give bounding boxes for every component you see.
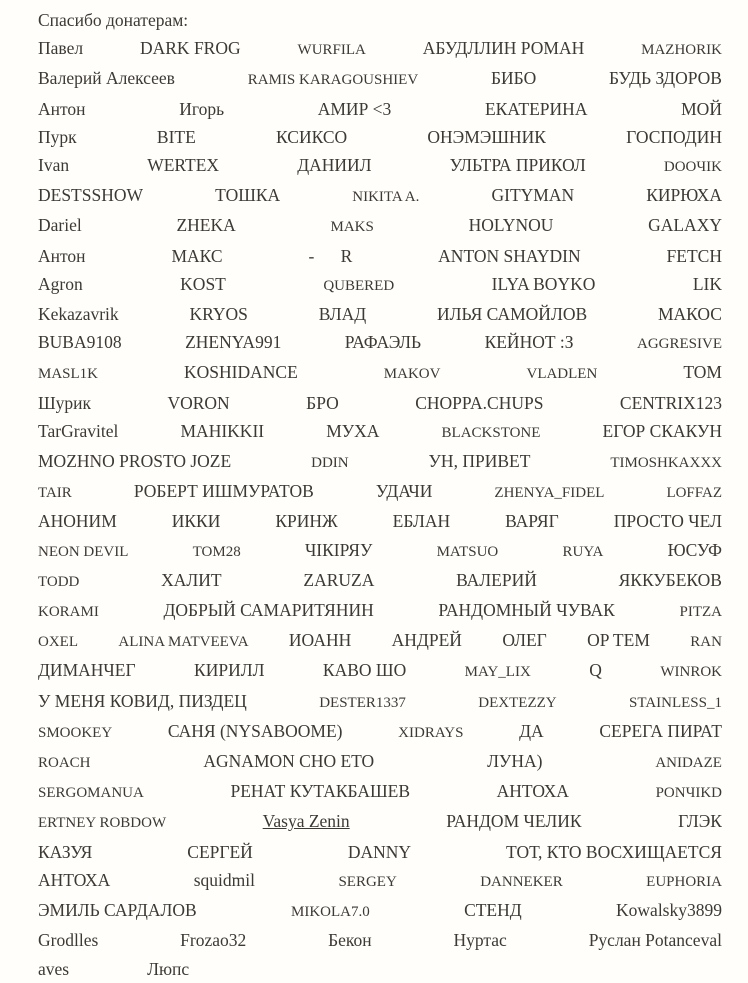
donor-name: ZHEKA	[176, 215, 236, 236]
donor-row	[38, 838, 722, 866]
donor-row	[38, 95, 722, 123]
donor-name: WINROK	[660, 664, 722, 681]
donor-name: ВЛАД	[318, 304, 367, 325]
donor-name: РАФАЭЛЬ	[344, 332, 422, 353]
donor-row	[38, 626, 722, 656]
donor-name: DARK FROG	[139, 38, 241, 59]
donor-name: OXEL	[38, 634, 78, 651]
donor-name: КАВО ШО	[322, 660, 407, 681]
donor-name: PITZA	[679, 604, 722, 621]
donor-name: ГЛЭК	[678, 811, 722, 832]
donor-name: DESTSSHOW	[38, 185, 144, 206]
donor-name: ALINA MATVEEVA	[118, 634, 249, 651]
donor-row	[38, 64, 722, 94]
donor-row	[38, 807, 722, 837]
donor-name: VORON	[167, 392, 230, 413]
page-title: Спасибо донатерам:	[38, 10, 189, 30]
donor-row	[38, 566, 722, 596]
donor-name: aves	[38, 958, 70, 979]
donor-name: MOZHNO PROSTO JOZE	[38, 451, 232, 472]
donor-list	[38, 34, 722, 983]
donor-name: ROACH	[38, 755, 91, 772]
donor-name: AGGRESIVE	[637, 336, 722, 353]
donor-name: БИБО	[490, 68, 537, 89]
donor-name: УДАЧИ	[375, 481, 433, 502]
donor-name: ЕБЛАН	[392, 511, 451, 532]
donor-name: BITE	[156, 126, 196, 147]
donor-row	[38, 955, 722, 983]
donor-name: MATSUO	[436, 543, 499, 560]
donor-name: ЧIКIРЯУ	[304, 539, 373, 560]
donor-name: ДОБРЫЙ САМАРИТЯНИН	[163, 600, 374, 621]
donor-name: РЕНАТ КУТАКБАШЕВ	[230, 781, 411, 802]
donor-name: DESTER1337	[319, 694, 406, 711]
donor-name: СЕРГЕЙ	[187, 841, 253, 862]
donor-name: MIKOLA7.0	[290, 904, 370, 921]
donor-name: МУХА	[326, 420, 380, 441]
donor-row	[38, 687, 722, 717]
donor-name: ЮСУФ	[667, 539, 722, 560]
donor-name: ДА	[519, 720, 544, 741]
donor-link[interactable]: Vasya Zenin	[262, 811, 350, 832]
donor-name: Agron	[38, 273, 83, 294]
donor-name: DANNEKER	[480, 873, 563, 890]
donor-name: РОБЕРТ ИШМУРАТОВ	[133, 481, 314, 502]
donor-name: WURFILA	[297, 42, 366, 59]
donor-name: АНОНИМ	[38, 511, 117, 532]
donor-name: SERGOMANUA	[38, 785, 144, 802]
donor-row	[38, 447, 722, 477]
donor-name: Q	[589, 660, 602, 681]
donor-name: MAKS	[330, 219, 374, 236]
donor-name: ТОШКА	[215, 185, 281, 206]
donor-name: МАКОС	[657, 304, 722, 325]
donor-row	[38, 507, 722, 535]
donor-name: SERGEY	[338, 873, 397, 890]
donor-row	[38, 242, 722, 270]
donor-name: HOLYNOU	[468, 215, 554, 236]
donor-name: КИРЮХА	[646, 185, 722, 206]
donor-name: NIKITA A.	[352, 189, 420, 206]
donor-name: TarGravitel	[38, 420, 119, 441]
donor-name: OP TEM	[587, 630, 650, 651]
donor-name: RAN	[690, 634, 722, 651]
donor-name: GITYMAN	[491, 185, 575, 206]
donor-name: САНЯ (NYSABOOME)	[167, 720, 343, 741]
donor-row	[38, 477, 722, 507]
donor-row	[38, 123, 722, 151]
donor-name: Игорь	[179, 98, 225, 119]
donor-name: ERTNEY ROBDOW	[38, 815, 167, 832]
donor-name: TODD	[38, 573, 80, 590]
donor-name: ЕКАТЕРИНА	[484, 98, 588, 119]
donor-name: KOSHIDANCE	[184, 362, 298, 383]
donor-row	[38, 747, 722, 777]
donor-row	[38, 656, 722, 686]
donor-name: ИЛЬЯ САМОЙЛОВ	[437, 304, 588, 325]
donor-row	[38, 181, 722, 211]
donor-row	[38, 417, 722, 447]
donor-name: LOFFAZ	[666, 485, 722, 502]
donor-name: АНТОХА	[38, 869, 111, 890]
donor-name: Kekazavrik	[38, 304, 119, 325]
donor-name: TIMOSHKAXXX	[610, 455, 722, 472]
donor-name: АНДРЕЙ	[391, 630, 462, 651]
donor-name: СЕРЕГА ПИРАТ	[599, 720, 722, 741]
donor-row	[38, 926, 722, 954]
donor-row	[38, 358, 722, 388]
donor-name: BLACKSTONE	[441, 424, 541, 441]
donor-name: ПРОСТО ЧЕЛ	[613, 511, 722, 532]
donor-name: ИОАНН	[288, 630, 352, 651]
donor-name: ЕГОР СКАКУН	[602, 420, 722, 441]
donor-name: Валерий Алексеев	[38, 68, 175, 89]
donor-name: DEXTEZZY	[478, 694, 557, 711]
donor-name: Павел	[38, 38, 84, 59]
donor-name: ТОМ	[683, 362, 722, 383]
donor-name: ZARUZA	[303, 569, 375, 590]
donor-name: SMOOKEY	[38, 724, 113, 741]
donor-name: КЕЙНОТ :З	[484, 332, 574, 353]
donor-name: Шурик	[38, 392, 92, 413]
donor-name: FETCH	[666, 245, 722, 266]
donor-name: МАКС	[171, 245, 223, 266]
donor-name: CHOPPA.CHUPS	[415, 392, 544, 413]
donor-name: AGNAMON CHO ETO	[203, 751, 375, 772]
donor-name: STAINLESS_1	[629, 694, 722, 711]
donor-name: RAMIS KARAGOUSHIEV	[247, 72, 419, 89]
donor-name: Бекон	[328, 930, 372, 951]
donor-row	[38, 34, 722, 64]
donor-row	[38, 596, 722, 626]
donor-row	[38, 536, 722, 566]
donor-name: СТЕНД	[464, 900, 522, 921]
donor-name: Пурк	[38, 126, 77, 147]
donor-name: АБУДЛЛИН РОМАН	[422, 38, 585, 59]
donor-row	[38, 300, 722, 328]
donor-name: ОЛЕГ	[502, 630, 547, 651]
donor-name: Frozao32	[180, 930, 247, 951]
donor-name: Антон	[38, 98, 86, 119]
donor-name: КИРИЛЛ	[194, 660, 265, 681]
donor-name: DANNY	[347, 841, 412, 862]
donor-name: РАНДОМ ЧЕЛИК	[446, 811, 582, 832]
donor-name: MAZHORIK	[641, 42, 722, 59]
donor-name: MASL1K	[38, 366, 99, 383]
donor-row	[38, 328, 722, 358]
donor-name: ВАЛЕРИЙ	[456, 569, 537, 590]
donor-name: ZHENYA_FIDEL	[494, 485, 605, 502]
donor-name: Grodlles	[38, 930, 99, 951]
donor-name: MAY_LIX	[464, 664, 531, 681]
donor-name: XIDRAYS	[398, 724, 464, 741]
donor-name: Руслан Potanceval	[588, 930, 722, 951]
donor-name: ZHENYA991	[185, 332, 282, 353]
donor-name: DDIN	[311, 455, 349, 472]
donor-name: KRYOS	[189, 304, 248, 325]
donor-row	[38, 151, 722, 181]
donor-name: RUYA	[562, 543, 604, 560]
donor-name: ЛУНА)	[487, 751, 543, 772]
donor-row	[38, 211, 722, 241]
donor-name: ДАНИИЛ	[297, 155, 372, 176]
donor-name: ХАЛИТ	[161, 569, 222, 590]
donor-name: KOST	[180, 273, 226, 294]
donor-name: Dariel	[38, 215, 82, 236]
donor-name: MAHIKKII	[180, 420, 265, 441]
donor-name: QUBERED	[323, 277, 395, 294]
donor-name: Антон	[38, 245, 86, 266]
donor-name: БРО	[306, 392, 339, 413]
donor-name: ANIDAZE	[655, 755, 722, 772]
donor-name: Ivan	[38, 155, 70, 176]
donor-row	[38, 270, 722, 300]
donor-name: Люпс	[147, 958, 190, 979]
donor-name: EUPHORIA	[646, 873, 722, 890]
donor-row	[38, 389, 722, 417]
donor-name: WERTEX	[147, 155, 220, 176]
donor-row	[38, 896, 722, 926]
donor-name: АМИР <3	[317, 98, 392, 119]
donor-name: У МЕНЯ КОВИД, ПИЗДЕЦ	[38, 690, 247, 711]
donor-name: LIK	[692, 273, 722, 294]
donor-name: MAKOV	[383, 366, 441, 383]
donor-name: УН, ПРИВЕТ	[428, 451, 531, 472]
donor-name: BUBA9108	[38, 332, 122, 353]
donor-name: squidmil	[193, 869, 255, 890]
donor-row	[38, 777, 722, 807]
donor-name: ИККИ	[171, 511, 221, 532]
donor-name: KORAMI	[38, 604, 99, 621]
donor-name: DOOЧIK	[663, 159, 722, 176]
donor-name: ДИМАНЧЕГ	[38, 660, 136, 681]
donor-name: БУДЬ ЗДОРОВ	[609, 68, 722, 89]
donor-name: CENTRIX123	[619, 392, 722, 413]
donor-name: GALAXY	[648, 215, 722, 236]
donor-name: ТОТ, КТО ВОСХИЩАЕТСЯ	[506, 841, 722, 862]
donor-name: КАЗУЯ	[38, 841, 93, 862]
donor-name: - R	[308, 245, 353, 266]
donor-name: TAIR	[38, 485, 72, 502]
donor-name: ГОСПОДИН	[626, 126, 722, 147]
donor-name: ANTON SHAYDIN	[438, 245, 581, 266]
donor-name: Нуртас	[453, 930, 507, 951]
donor-name: ЯККУБЕКОВ	[618, 569, 722, 590]
donor-name: PONЧIKD	[655, 785, 722, 802]
donor-name: NEON DEVIL	[38, 543, 129, 560]
donor-name: КРИНЖ	[275, 511, 338, 532]
donor-name: ЭМИЛЬ САРДАЛОВ	[38, 900, 197, 921]
donor-name: КСИКСО	[276, 126, 348, 147]
donor-name: VLADLEN	[526, 366, 598, 383]
donor-name: ILYA BOYKO	[491, 273, 596, 294]
donor-row	[38, 866, 722, 896]
donor-name: АНТОХА	[496, 781, 569, 802]
donor-name: МОЙ	[681, 98, 722, 119]
donor-name: TOM28	[192, 543, 241, 560]
donor-name: УЛЬТРА ПРИКОЛ	[449, 155, 586, 176]
donor-name: ВАРЯГ	[505, 511, 559, 532]
donor-name: Kowalsky3899	[616, 900, 722, 921]
donor-name: ОНЭМЭШНИК	[427, 126, 546, 147]
donor-row	[38, 717, 722, 747]
donor-name: РАНДОМНЫЙ ЧУВАК	[438, 600, 615, 621]
